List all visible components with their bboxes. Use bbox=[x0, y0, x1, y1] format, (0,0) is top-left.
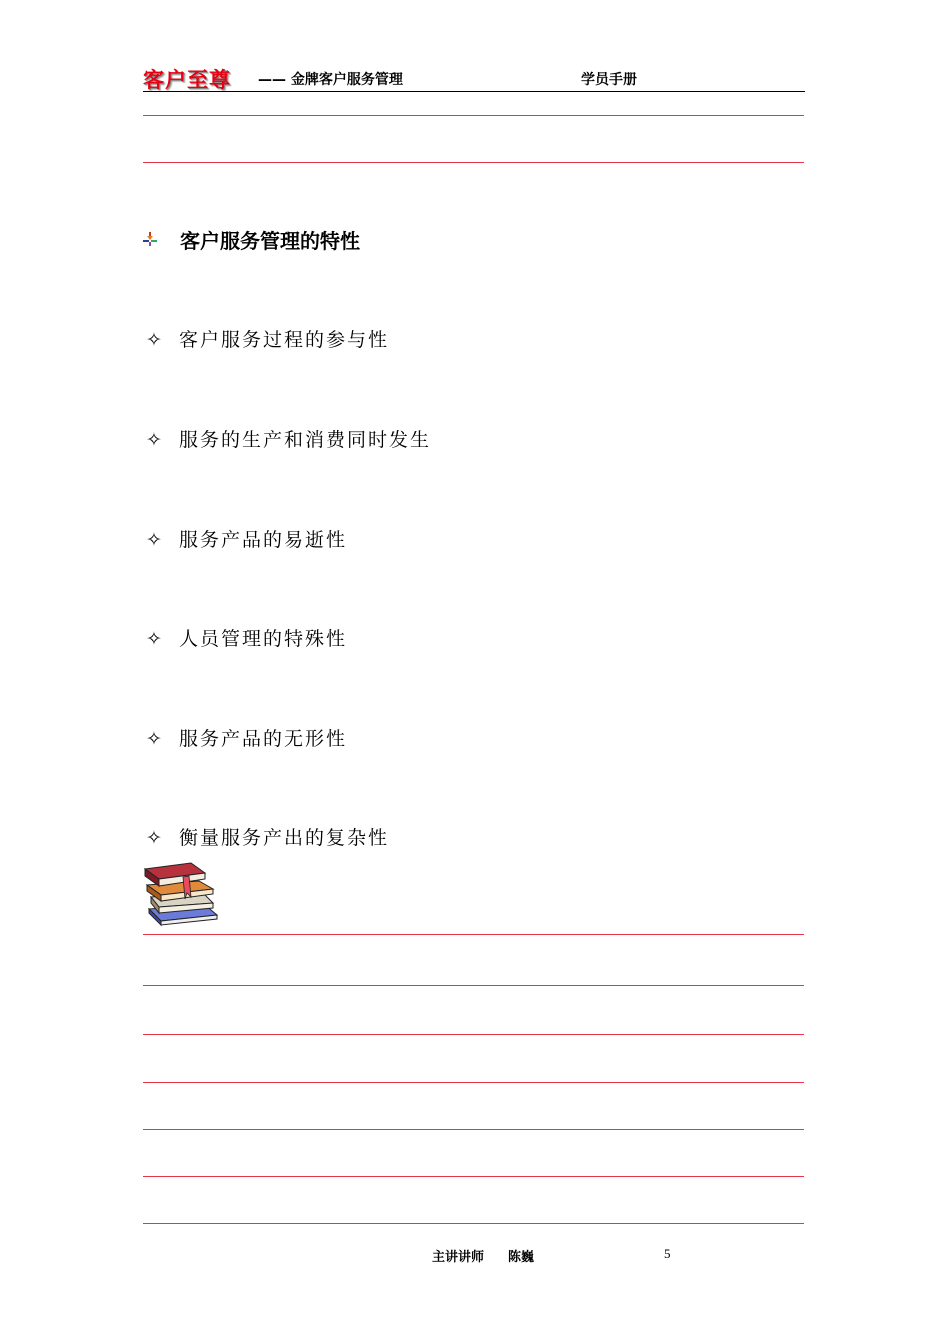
sparkle-bullet-icon: ✧ bbox=[146, 827, 162, 849]
list-item: ✧ 衡量服务产出的复杂性 bbox=[146, 827, 390, 849]
sparkle-bullet-icon: ✧ bbox=[146, 529, 162, 551]
stacked-books-icon bbox=[143, 857, 223, 927]
sparkle-bullet-icon: ✧ bbox=[146, 429, 162, 451]
lecturer-label: 主讲讲师 bbox=[432, 1250, 485, 1265]
writing-line bbox=[143, 1176, 804, 1177]
manual-label: 学员手册 bbox=[581, 72, 637, 88]
writing-line bbox=[143, 934, 804, 935]
list-item: ✧ 服务的生产和消费同时发生 bbox=[146, 429, 432, 451]
sparkle-bullet-icon: ✧ bbox=[146, 628, 162, 650]
list-item: ✧ 服务产品的无形性 bbox=[146, 728, 348, 750]
writing-line bbox=[143, 162, 804, 163]
sparkle-bullet-icon: ✧ bbox=[146, 728, 162, 750]
sparkle-bullet-icon: ✧ bbox=[146, 329, 162, 351]
lecturer-name: 陈巍 bbox=[508, 1250, 535, 1265]
brand-title: 客户至尊 bbox=[143, 68, 231, 92]
writing-line bbox=[143, 115, 804, 116]
page-number: 5 bbox=[664, 1246, 671, 1261]
header-divider bbox=[143, 91, 805, 92]
list-item: ✧ 人员管理的特殊性 bbox=[146, 628, 348, 650]
section-heading: 客户服务管理的特性 bbox=[180, 229, 360, 253]
writing-line bbox=[143, 1034, 804, 1035]
list-item: ✧ 客户服务过程的参与性 bbox=[146, 329, 390, 351]
writing-line bbox=[143, 1082, 804, 1083]
writing-line bbox=[143, 1223, 804, 1224]
four-color-arrow-bullet-icon bbox=[143, 232, 157, 246]
writing-line bbox=[143, 1129, 804, 1130]
course-subtitle: —— 金牌客户服务管理 bbox=[258, 72, 403, 88]
list-item: ✧ 服务产品的易逝性 bbox=[146, 529, 348, 551]
writing-line bbox=[143, 985, 804, 986]
